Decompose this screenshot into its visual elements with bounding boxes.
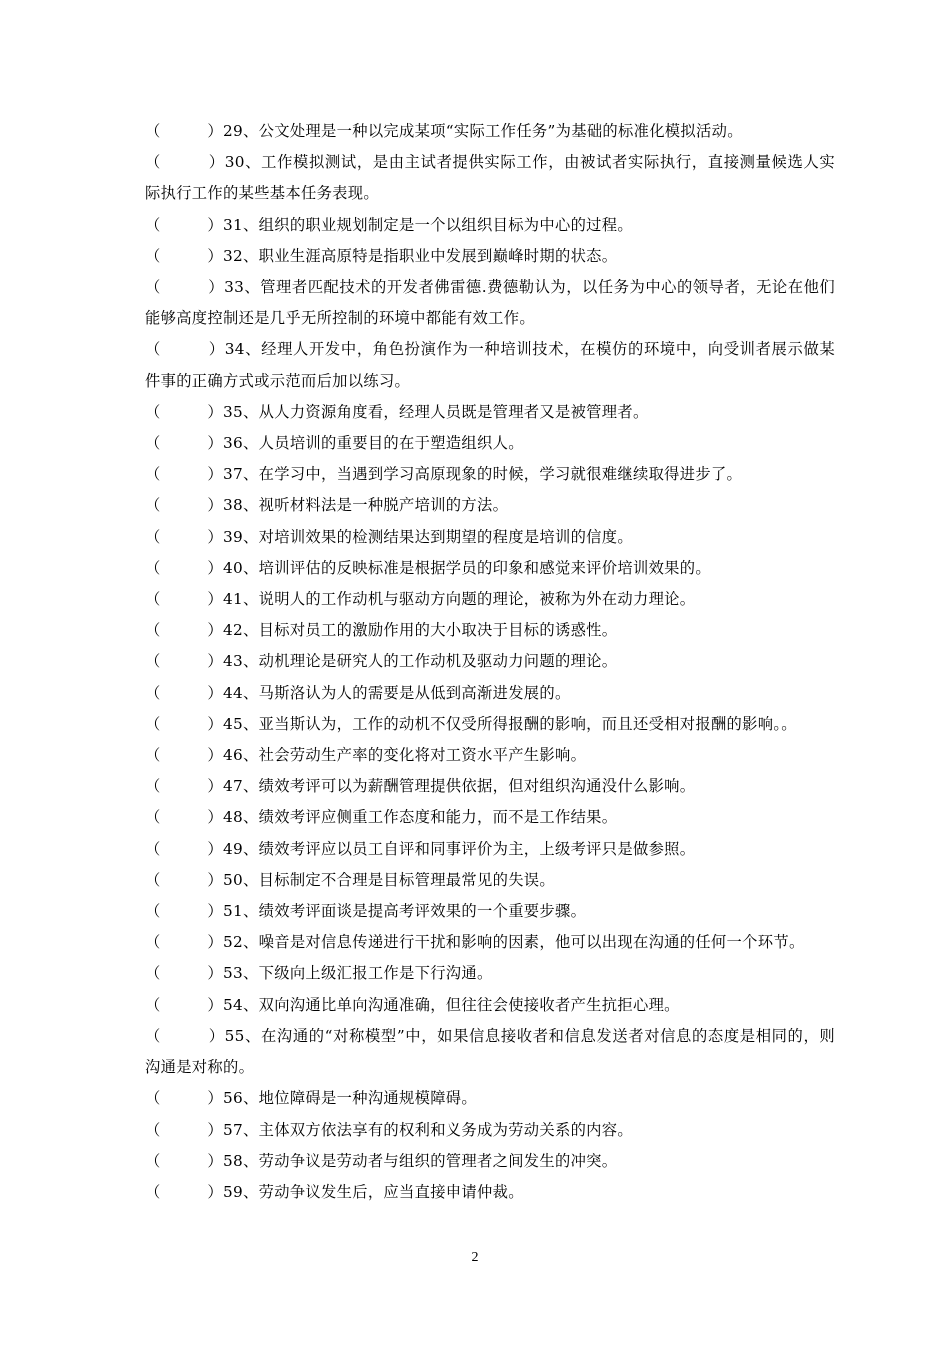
question-item-34: （ ）34、经理人开发中，角色扮演作为一种培训技术，在模仿的环境中，向受训者展示做某件事的正确方式或示范而后加以练习。 [145,340,835,390]
question-item-33: （ ）33、管理者匹配技术的开发者佛雷德.费德勒认为，以任务为中心的领导者，无论在他们能够高度控制还是几乎无所控制的环境中都能有效工作。 [145,278,835,328]
question-item-50: （ ）50、目标制定不合理是目标管理最常见的失误。 [145,870,555,889]
question-item-57: （ ）57、主体双方依法享有的权利和义务成为劳动关系的内容。 [145,1120,633,1139]
question-item-55: （ ）55、在沟通的“对称模型”中，如果信息接收者和信息发送者对信息的态度是相同的，则沟通是对称的。 [145,1026,835,1077]
question-item-46: （ ）46、社会劳动生产率的变化将对工资水平产生影响。 [145,746,587,765]
question-item-30: （ ）30、工作模拟测试，是由主试者提供实际工作，由被试者实际执行，直接测量候选人实际执行工作的某些基本任务表现。 [145,153,835,203]
question-item-41: （ ）41、说明人的工作动机与驱动方向题的理论，被称为外在动力理论。 [145,590,696,609]
question-item-37: （ ）37、在学习中，当遇到学习高原现象的时候，学习就很难继续取得进步了。 [145,465,743,484]
question-item-56: （ ）56、地位障碍是一种沟通规模障碍。 [145,1089,478,1108]
question-item-38: （ ）38、视听材料法是一种脱产培训的方法。 [145,496,509,515]
question-item-35: （ ）35、从人力资源角度看，经理人员既是管理者又是被管理者。 [145,402,649,421]
question-item-31: （ ）31、组织的职业规划制定是一个以组织目标为中心的过程。 [145,215,633,234]
question-item-43: （ ）43、动机理论是研究人的工作动机及驱动力问题的理论。 [145,652,618,671]
question-item-59: （ ）59、劳动争议发生后，应当直接申请仲裁。 [145,1182,524,1201]
question-item-36: （ ）36、人员培训的重要目的在于塑造组织人。 [145,434,524,453]
question-item-42: （ ）42、目标对员工的激励作用的大小取决于目标的诱惑性。 [145,621,618,640]
question-item-45: （ ）45、亚当斯认为，工作的动机不仅受所得报酬的影响，而且还受相对报酬的影响。。 [145,714,797,733]
question-item-47: （ ）47、绩效考评可以为薪酬管理提供依据，但对组织沟通没什么影响。 [145,777,696,796]
question-item-54: （ ）54、双向沟通比单向沟通准确，但往往会使接收者产生抗拒心理。 [145,995,680,1014]
question-item-53: （ ）53、下级向上级汇报工作是下行沟通。 [145,964,493,983]
question-item-58: （ ）58、劳动争议是劳动者与组织的管理者之间发生的冲突。 [145,1151,618,1170]
question-item-40: （ ）40、培训评估的反映标准是根据学员的印象和感觉来评价培训效果的。 [145,558,711,577]
question-item-39: （ ）39、对培训效果的检测结果达到期望的程度是培训的信度。 [145,527,633,546]
question-item-48: （ ）48、绩效考评应侧重工作态度和能力，而不是工作结果。 [145,808,618,827]
question-item-29: （ ）29、公文处理是一种以完成某项“实际工作任务”为基础的标准化模拟活动。 [145,122,743,140]
page-number: 2 [471,1250,479,1265]
question-item-44: （ ）44、马斯洛认为人的需要是从低到高渐进发展的。 [145,683,571,702]
question-item-52: （ ）52、噪音是对信息传递进行干扰和影响的因素，他可以出现在沟通的任何一个环节。 [145,933,805,952]
question-item-49: （ ）49、绩效考评应以员工自评和同事评价为主，上级考评只是做参照。 [145,839,696,858]
question-item-51: （ ）51、绩效考评面谈是提高考评效果的一个重要步骤。 [145,902,587,921]
question-item-32: （ ）32、职业生涯高原特是指职业中发展到巅峰时期的状态。 [145,246,618,265]
question-list [145,116,835,1208]
